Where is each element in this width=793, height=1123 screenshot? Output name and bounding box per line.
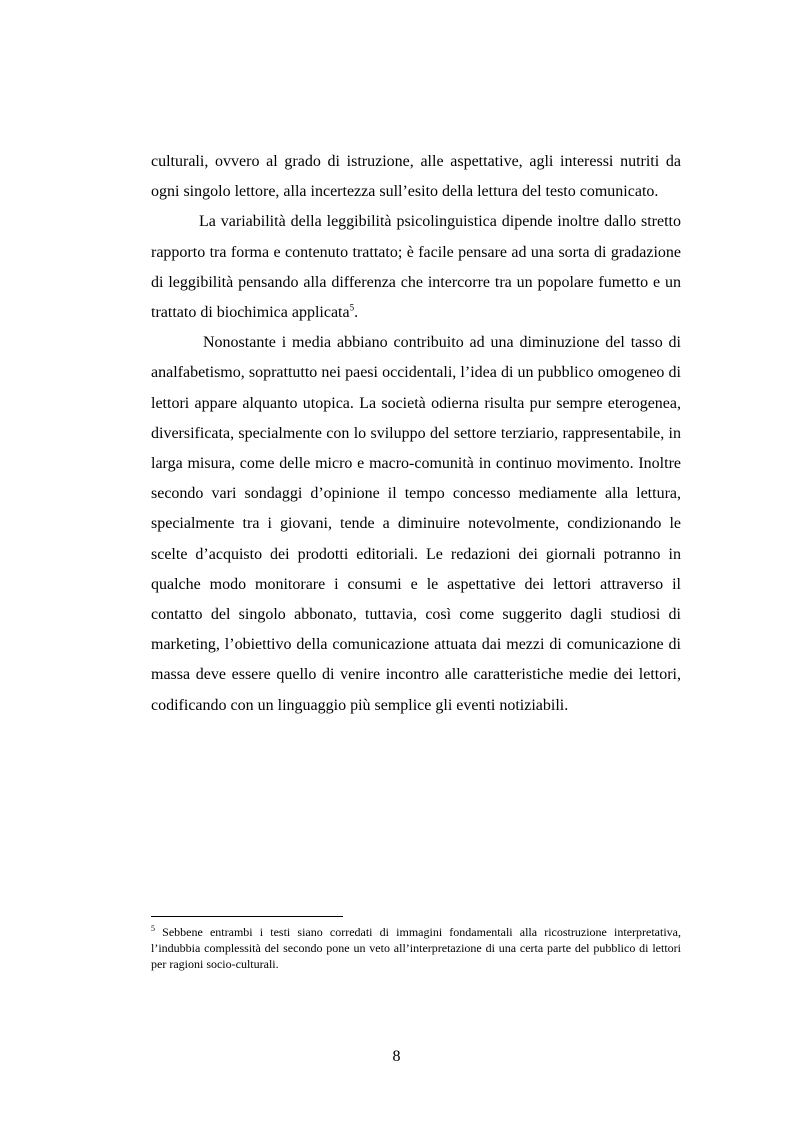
paragraph-2-text: La variabilità della leggibilità psicolinguistica dipende inoltre dallo stretto rapporto tra forma e contenuto trattato; è facile pensare ad una sorta di gradazione di leggibilità pensando alla differenza che intercorre tra un popolare fumetto e un trattato di biochimica applicata [151, 213, 681, 322]
footnote-number: 5 [151, 924, 155, 933]
footnote-separator [151, 916, 343, 917]
footnote [151, 924, 681, 972]
paragraph-2-end: . [354, 304, 359, 322]
footnote-text: Sebbene entrambi i testi siano corredati di immagini fondamentali alla ricostruzione interpretativa, l’indubbia complessità del secondo pone un veto all’interpretazione di una certa parte del pubblico di lettori per ragioni socio-culturali. [151, 925, 681, 971]
paragraph-1 [151, 147, 681, 207]
page-number: 8 [392, 1048, 401, 1065]
paragraph-3-text: Nonostante i media abbiano contribuito ad una diminuzione del tasso di analfabetismo, soprattutto nei paesi occidentali, l’idea di un pubblico omogeneo di lettori appare alquanto utopica. La società odierna risulta pur sempre eterogenea, diversificata, specialmente con lo sviluppo del settore terziario, rappresentabile, in larga misura, come delle micro e macro-comunità in continuo movimento. Inoltre secondo vari sondaggi d’opinione il tempo concesso mediamente alla lettura, specialmente tra i giovani, tende a diminuire notevolmente, condizionando le scelte d’acquisto dei prodotti editoriali. Le redazioni dei giornali potranno in qualche modo monitorare i consumi e le aspettative dei lettori attraverso il contatto del singolo abbonato, tuttavia, così come suggerito dagli studiosi di marketing, l’obiettivo della comunicazione attuata dai mezzi di comunicazione di massa deve essere quello di venire incontro alle caratteristiche medie dei lettori, codificando con un linguaggio più semplice gli eventi notiziabili. [151, 334, 681, 714]
body-text [151, 147, 681, 721]
paragraph-2 [151, 207, 681, 328]
paragraph-3 [151, 328, 681, 721]
footnote-reference[interactable]: 5 [349, 302, 355, 313]
paragraph-1-text: culturali, ovvero al grado di istruzione, alle aspettative, agli interessi nutriti da ogni singolo lettore, alla incertezza sull’esito della lettura del testo comunicato. [151, 153, 681, 201]
